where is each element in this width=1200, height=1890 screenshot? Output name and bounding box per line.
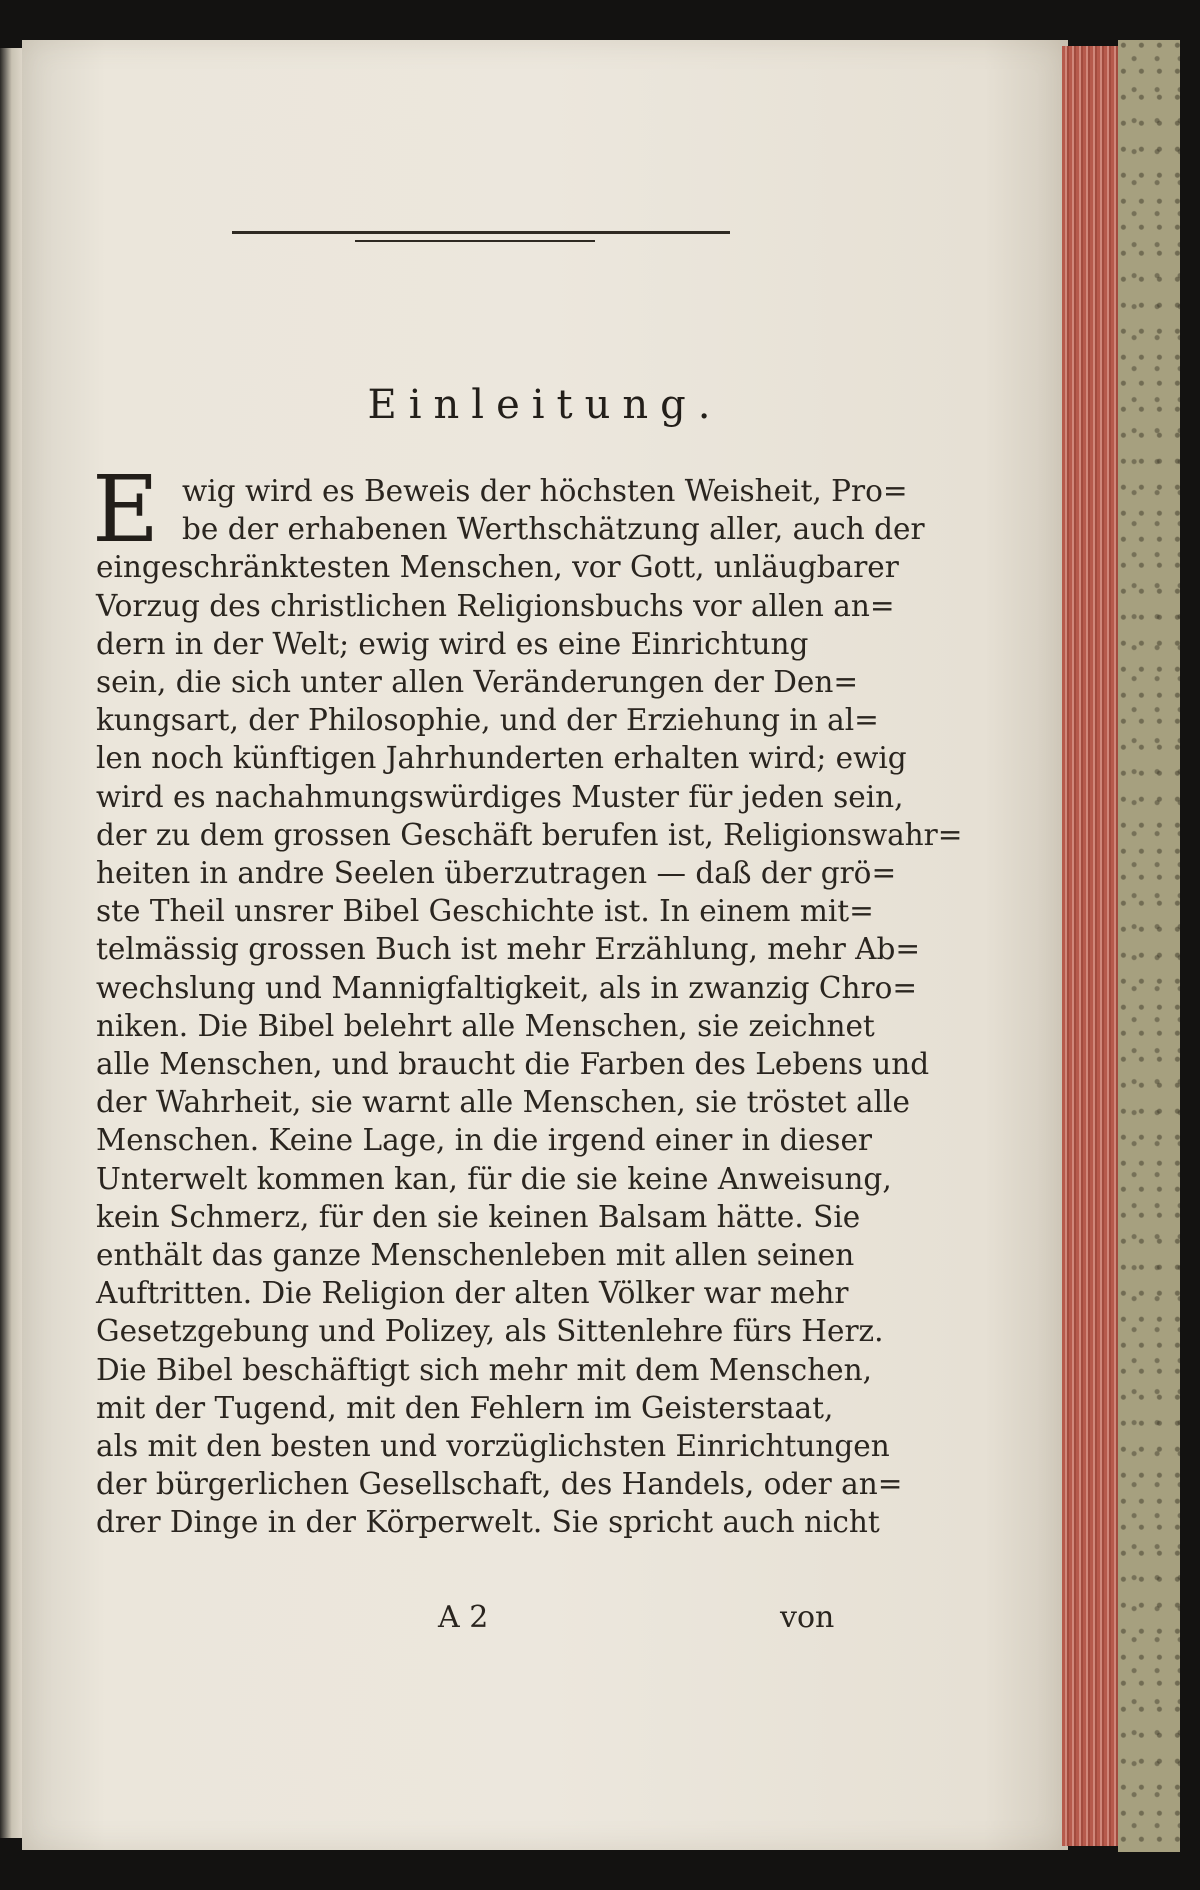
text-line: kein Schmerz, für den sie keinen Balsam hätte. Sie	[96, 1199, 861, 1234]
text-line: Vorzug des christlichen Religionsbuchs vor allen an=	[96, 588, 895, 623]
decorative-rule-bottom	[355, 240, 595, 242]
text-line: enthält das ganze Menschenleben mit allen seinen	[96, 1238, 855, 1273]
text-line: der bürgerlichen Gesellschaft, des Handels, oder an=	[96, 1467, 903, 1502]
text-line: wechslung und Mannigfaltigkeit, als in zwanzig Chro=	[96, 970, 918, 1005]
text-line: drer Dinge in der Körperwelt. Sie spricht auch nicht	[96, 1505, 880, 1540]
text-line: sein, die sich unter allen Veränderungen der Den=	[96, 665, 859, 700]
text-line: mit der Tugend, mit den Fehlern im Geisterstaat,	[96, 1390, 834, 1425]
text-line: alle Menschen, und braucht die Farben des Lebens und	[96, 1047, 930, 1082]
drop-cap-initial: E	[92, 456, 160, 563]
text-line: Menschen. Keine Lage, in die irgend einer in dieser	[96, 1123, 873, 1158]
text-line: eingeschränktesten Menschen, vor Gott, unläugbarer	[96, 550, 899, 585]
text-line: der Wahrheit, sie warnt alle Menschen, sie tröstet alle	[96, 1085, 910, 1120]
decorative-rule-top	[232, 231, 730, 234]
text-line: len noch künftigen Jahrhunderten erhalten wird; ewig	[96, 741, 907, 776]
text-line: telmässig grossen Buch ist mehr Erzählung, mehr Ab=	[96, 932, 921, 967]
text-line: be der erhabenen Werthschätzung aller, auch der	[182, 512, 925, 547]
text-line: der zu dem grossen Geschäft berufen ist, Religionswahr=	[96, 817, 963, 852]
text-line: wig wird es Beweis der höchsten Weisheit, Pro=	[182, 474, 908, 508]
catchword: von	[780, 1600, 835, 1635]
text-line: dern in der Welt; ewig wird es eine Einrichtung	[96, 626, 809, 661]
book-cover-board	[1118, 40, 1180, 1852]
text-line: Unterwelt kommen kan, für die sie keine Anweisung,	[96, 1161, 892, 1196]
text-line: als mit den besten und vorzüglichsten Einrichtungen	[96, 1429, 890, 1464]
red-page-edges	[1062, 46, 1118, 1846]
text-line: kungsart, der Philosophie, und der Erziehung in al=	[96, 703, 879, 738]
printer-signature-mark: A 2	[438, 1600, 489, 1635]
text-line: Die Bibel beschäftigt sich mehr mit dem Menschen,	[96, 1352, 872, 1387]
text-line: Gesetzgebung und Polizey, als Sittenlehre fürs Herz.	[96, 1314, 884, 1349]
text-line: ste Theil unsrer Bibel Geschichte ist. In einem mit=	[96, 894, 874, 929]
body-text	[96, 472, 963, 1542]
text-line: Auftritten. Die Religion der alten Völker war mehr	[96, 1276, 849, 1311]
text-line: niken. Die Bibel belehrt alle Menschen, sie zeichnet	[96, 1008, 875, 1043]
text-line: heiten in andre Seelen überzutragen — daß der grö=	[96, 856, 897, 891]
chapter-heading: Einleitung.	[367, 382, 723, 428]
text-line: wird es nachahmungswürdiges Muster für jeden sein,	[96, 779, 904, 814]
